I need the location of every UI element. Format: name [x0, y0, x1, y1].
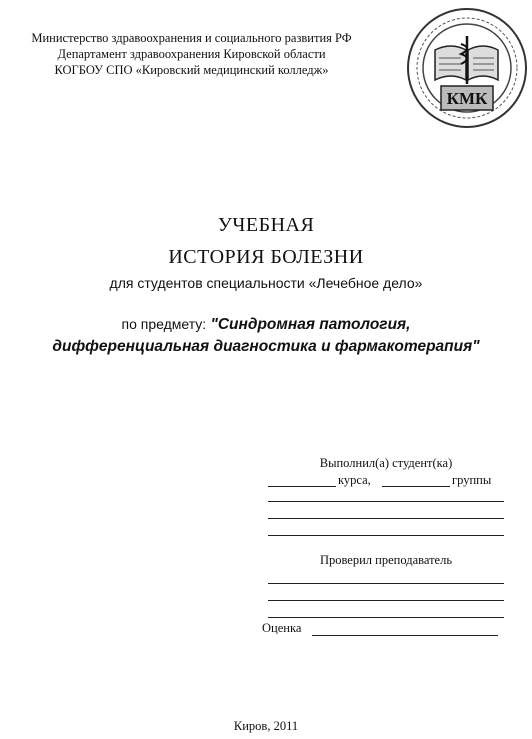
- teacher-line-2: [268, 600, 504, 601]
- college-seal-icon: [405, 6, 529, 130]
- course-blank: [268, 486, 336, 487]
- header-college: КОГБОУ СПО «Кировский медицинский колледж»: [54, 63, 329, 77]
- grade-row: [262, 621, 504, 639]
- group-blank: [382, 486, 450, 487]
- header-ministry: Министерство здравоохранения и социального развития РФ: [31, 31, 352, 45]
- subject-name-line-1: "Синдромная патология,: [210, 316, 411, 333]
- student-name-line-1: [268, 501, 504, 502]
- logo-text: КМК: [446, 89, 488, 108]
- grade-blank: [312, 635, 498, 636]
- completed-by-label: Выполнил(а) студент(ка): [319, 456, 453, 470]
- subtitle: для студентов специальности «Лечебное дело»: [109, 275, 423, 291]
- header: [0, 30, 383, 78]
- course-label: курса,: [338, 473, 371, 487]
- subject-block: [0, 313, 532, 358]
- title-line-2: ИСТОРИЯ БОЛЕЗНИ: [168, 246, 364, 268]
- course-group-row: [268, 473, 504, 491]
- title-line-1: УЧЕБНАЯ: [217, 214, 315, 236]
- student-name-line-2: [268, 518, 504, 519]
- checked-by-label: Проверил преподаватель: [319, 553, 453, 567]
- subject-name-line-2: дифференциальная диагностика и фармакотерапия": [52, 338, 480, 355]
- group-label: группы: [452, 473, 492, 487]
- footer-city-year: Киров, 2011: [233, 719, 299, 733]
- teacher-line-1: [268, 583, 504, 584]
- subject-prefix: по предмету:: [121, 316, 207, 332]
- student-name-line-3: [268, 535, 504, 536]
- grade-label: Оценка: [262, 621, 302, 635]
- header-department: Департамент здравоохранения Кировской области: [57, 47, 326, 61]
- teacher-line-3: [268, 617, 504, 618]
